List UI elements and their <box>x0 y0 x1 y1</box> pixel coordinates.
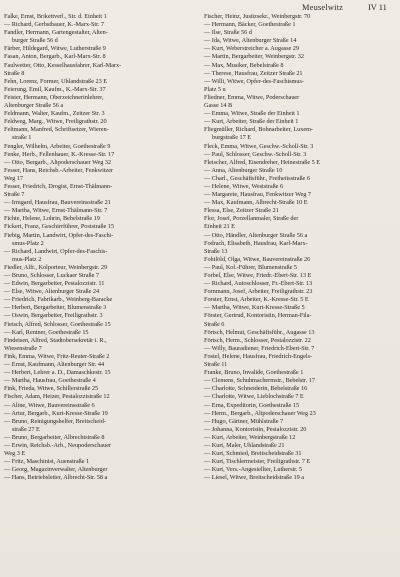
directory-entry: Fichte, Helene, Lohrin, Bebelstraße 19 <box>4 215 100 223</box>
directory-entry: Fischer, Adam, Heizer, Pestalozzistraße 12 <box>4 393 110 401</box>
directory-entry: Fiedler, Alfr., Kolporteur, Weinbergstr. 29 <box>4 263 108 271</box>
directory-entry: Fasan, Anton, Bergarb., Karl-Marx-Str. 8 <box>4 53 106 61</box>
directory-entry: — Willy, Bauradiener, Friedrich-Ebert-Str. 7 <box>204 344 315 352</box>
directory-entry: Fickert, Franz, Geschirrführer, Poststraße 15 <box>4 223 114 231</box>
directory-entry: — Ernst, Kaufmann, Altenburger Str. 44 <box>4 361 105 369</box>
directory-entry: Flor, Josef, Porzellanmaler, Straße der <box>204 215 299 223</box>
directory-entry: — Charlotte, Witwe, Lieblochstraße 7 E <box>204 393 304 401</box>
directory-entry: — Martha, Witwe, Kurt-Kresse-Straße 5 <box>204 304 305 312</box>
page-title: Meuselwitz <box>302 3 344 12</box>
directory-entry: — Therese, Hausfrau, Zeitzer Straße 21 <box>204 69 303 77</box>
directory-entry: Feldweg, Marg., Witwe, Freiligrathstr. 20 <box>4 118 107 126</box>
directory-entry: — Charlotte, Schneiderin, Bebelstraße 16 <box>204 385 308 393</box>
directory-entry: — Kurt, Weberstreicher a. Augasse 29 <box>204 45 299 53</box>
directory-entry: Straße 6 <box>204 320 225 328</box>
directory-entry: Fostel, Helene, Hausfrau, Friedrich-Engels- <box>204 352 313 360</box>
directory-entry: — Bruno, Bergarbeiter, Albrechtstraße 8 <box>4 433 105 441</box>
directory-entry: — Herm., Bergarb., Altpoderschauer Weg 23 <box>204 409 316 417</box>
directory-entry: — Max, Musiker, Bebelstraße 8 <box>204 61 284 69</box>
page-number: IV 11 <box>368 3 387 12</box>
directory-entry: — Clemens, Schuhmachermstr., Bebelstr. 17 <box>204 377 315 385</box>
directory-entry: Feierung, Emil, Kaufm., K.-Marx-Str. 37 <box>4 85 106 93</box>
directory-entry: Fietsch, Alfred, Schlosser, Goethestraße 15 <box>4 320 111 328</box>
directory-entry: smus-Platz 2 <box>12 239 44 247</box>
directory-entry: — Charl., Geschäftsführ., Freiheitsstraße 6 <box>204 174 310 182</box>
directory-entry: Forster, Ernst, Arbeiter, K.-Kresse-Str. 5 E <box>204 296 309 304</box>
directory-entry: — Kurt, Arbeiter, Weinbergstraße 12 <box>204 433 296 441</box>
directory-entry: — Paul, Schlosser, Geschw.-Scholl-Str. 3 <box>204 150 307 158</box>
directory-entry: — Martin, Bergarbeiter, Weinbergstr. 32 <box>204 53 304 61</box>
directory-entry: — Richard, Landwirt, Opfer-des-Faschis- <box>4 247 108 255</box>
directory-entry: — Artur, Bergarb., Kurt-Kresse-Straße 19 <box>4 409 108 417</box>
directory-entry: — Kurt, Tischlermeister, Freiligrathstr. 7 E <box>204 458 311 466</box>
directory-entry: — Edwin, Bergarbeiter, Pestalozzistr. 11 <box>4 280 105 288</box>
directory-entry: burgstraße 17 E <box>212 134 252 142</box>
directory-entry: — Kurt, Maler, Uhlandstraße 21 <box>204 441 285 449</box>
directory-entry: Flessa, Else, Zeitzer Straße 21 <box>204 207 279 215</box>
directory-entry: Förster, Gertrud, Kontoristin, Herman-Fila- <box>204 312 312 320</box>
directory-entry: burger Straße 56 d <box>12 37 58 45</box>
directory-entry: Fodrach, Elisabeth, Hausfrau, Karl-Marx- <box>204 239 308 247</box>
directory-entry: Feltmann, Manfred, Schriftsetzer, Wieren- <box>4 126 109 134</box>
directory-entry: Faulwetter, Otto, Kesselhausfahrer, Karl-Marx- <box>4 61 122 69</box>
directory-entry: — Otto, Händler, Altenburger Straße 56 a <box>204 231 308 239</box>
directory-entry: — Kurt, Vers.-Angestellter, Lutherstr. 5 <box>204 466 303 474</box>
directory-entry: Feister, Hermann, Oberzeichnerinlehrer, <box>4 93 104 101</box>
directory-entry: — Oswin, Bergarbeiter, Freiligrathstr. 3 <box>4 312 103 320</box>
directory-entry: Straße 13 <box>204 247 228 255</box>
directory-entry: — Else, Witwe, Altenburger Straße 24 <box>4 288 100 296</box>
directory-entry: Fink, Frieda, Witwe, Schillerstraße 25 <box>4 385 99 393</box>
directory-entry: Fischer, Heinz, Justizsekr., Weinbergstr. 70 <box>204 13 311 20</box>
directory-entry: Fenke, Herb., Fellenhauer, K.-Kresse-Str. 17 <box>4 150 115 158</box>
directory-entry: Fliedner, Emma, Witwe, Poderschauer <box>204 93 300 101</box>
directory-entry: — Hans, Betriebsleiter, Albrecht-Str. 58 a <box>4 474 108 482</box>
directory-entry: — Liesel, Witwe, Breitscheidstraße 19 a <box>204 474 304 482</box>
directory-entry: — Ida, Witwe, Altenburger Straße 14 <box>204 37 297 45</box>
directory-entry: Einheit 21 E <box>204 223 235 231</box>
directory-entry: straße 1 <box>12 134 32 142</box>
directory-entry: — Willi, Witwe, Opfer-des-Faschismus- <box>204 77 304 85</box>
directory-entry: — Erwin, Reichsb.-Arb., Neupoderschauer <box>4 441 111 449</box>
directory-entry: — Martha, Witwe, Ernst-Thälmann-Str. 7 <box>4 207 108 215</box>
directory-entry: Gasse 14 B <box>204 102 233 110</box>
directory-entry: — Johanna, Kontoristin, Pestalozzistr. 20 <box>204 425 307 433</box>
directory-entry: Straße 8 <box>4 69 25 77</box>
directory-entry: Fliegmüller, Richard, Bohnarbeiter, Luxem- <box>204 126 313 134</box>
directory-entry: Färber, Hildegard, Witwe, Lutherstraße 9 <box>4 45 106 53</box>
directory-entry: Straße 7 <box>4 191 25 199</box>
directory-entry: — Kurt, Arbeiter, Straße der Einheit 1 <box>204 118 299 126</box>
directory-entry: Fleischer, Alfred, Eisendreher, Heinestraße 5 E <box>204 158 321 166</box>
directory-entry: — Margarete, Hausfrau, Fenkwitzer Weg 7 <box>204 191 311 199</box>
directory-entry: — Bruno, Reinigungshelfer, Breitscheid- <box>4 417 106 425</box>
directory-entry: — Hermann, Bäcker, Goethestraße 1 <box>204 21 296 29</box>
directory-entry: — Richard, Gerbstbauer, K.-Marx-Str. 7 <box>4 21 104 29</box>
left-column <box>4 13 198 575</box>
directory-entry: — Friedrich, Fabrikarb., Weinberg-Baracke <box>4 296 113 304</box>
directory-entry: — Fritz, Maschinist, Auenstraße 1 <box>4 458 90 466</box>
directory-entry: — Erna, Expeditorin, Goethestraße 15 <box>204 401 300 409</box>
directory-entry: Straße 11 <box>204 361 228 369</box>
directory-entry: Fornmann, Josef, Arbeiter, Freiligrathstr. 23 <box>204 288 313 296</box>
directory-entry: Weg 3 E <box>4 450 26 458</box>
directory-entry: — Herbert, Lehrer a. D., Damaschkestr. 15 <box>4 369 111 377</box>
directory-entry: — Bruno, Schlosser, Luckaer Straße 7 <box>4 272 100 279</box>
directory-entry: Förtsch, Helmut, Geschäftsführ., Augasse 13 <box>204 328 315 336</box>
directory-entry: Forbel, Else, Witwe, Friedr.-Ebert-Str. 13 E <box>204 272 312 279</box>
directory-entry: — Aline, Witwe, Bauvereinsstraße 6 <box>4 401 95 409</box>
directory-entry: — Hugo, Gärtner, Mühlstraße 7 <box>204 417 284 425</box>
directory-entry: Wiesenstraße 7 <box>4 344 42 352</box>
directory-entry: Weg 17 <box>4 174 23 182</box>
directory-entry: — Georg, Magazinverwalter, Altenburger <box>4 466 108 474</box>
directory-entry: Fengler, Wilhelm, Arbeiter, Goethestraße 9 <box>4 142 111 150</box>
directory-entry: Platz 5 u <box>204 85 226 93</box>
directory-entry: — Martha, Hausfrau, Goethestraße 4 <box>4 377 96 385</box>
directory-entry: Franke, Bruno, Invalide, Goethestraße 1 <box>204 369 304 377</box>
directory-entry: mus-Platz 2 <box>12 255 42 263</box>
directory-entry: — Irmgard, Hausfrau, Bauvereinsstraße 21 <box>4 199 111 207</box>
directory-entry: Fandler, Hermann, Gartengestalter, Alten- <box>4 29 108 37</box>
directory-entry: — Kurt, Schmied, Breitscheidstraße 31 <box>204 450 302 458</box>
directory-entry: straße 27 E <box>12 425 40 433</box>
directory-entry: — Karl, Rentner, Goethestraße 15 <box>4 328 89 336</box>
directory-entry: — Otto, Bergarb., Altpoderschauer Weg 32 <box>4 158 112 166</box>
directory-entry: — Ilse, Straße 56 d <box>204 29 252 37</box>
directory-entry: — Herbert, Bergarbeiter, Blumenstraße 3 <box>4 304 107 312</box>
directory-entry: — Max, Kaufmann, Albrecht-Straße 10 E <box>204 199 308 207</box>
directory-entry: Fehn, Lorenz, Former, Uhlandstraße 23 E <box>4 77 108 85</box>
directory-entry: Fesser, Hans, Reichsb.-Arbeiter, Fenkwitzer <box>4 166 114 174</box>
right-column <box>204 13 398 575</box>
directory-entry: Fesser, Friedrich, Drogist, Ernst-Thälmann- <box>4 182 113 190</box>
directory-entry: Findeisen, Alfred, Stadtobersekretär i. R., <box>4 336 107 344</box>
directory-entry: Fohtlöld, Olga, Witwe, Bauvereinstraße 26 <box>204 255 311 263</box>
directory-entry: Altenburger Straße 56 a <box>4 102 64 110</box>
directory-entry: Fleck, Emma, Witwe, Geschw.-Scholl-Str. 3 <box>204 142 314 150</box>
directory-entry: Fiebig, Martin, Landwirt, Opfer-des-Faschi- <box>4 231 114 239</box>
directory-entry: — Richard, Autoschlosser, Fr.-Ebert-Str. 13 <box>204 280 313 288</box>
directory-entry: Fink, Emma, Witwe, Fritz-Reuter-Straße 2 <box>4 352 110 360</box>
directory-entry: Förtsch, Herm., Schlosser, Pestalozzistr. 22 <box>204 336 311 344</box>
directory-entry: — Anna, Altenburger Straße 10 <box>204 166 283 174</box>
directory-entry: — Emma, Witwe, Straße der Einheit 1 <box>204 110 300 118</box>
directory-entry: Feldmann, Walter, Kaufm., Zeitzer Str. 3 <box>4 110 105 118</box>
directory-entry: Falke, Ernst, Brikettverl., Str. d. Einheit 1 <box>4 13 107 20</box>
directory-entry: — Paul, Kol.-Führer, Blumenstraße 5 <box>204 263 297 271</box>
directory-entry: — Helene, Witwe, Weststraße 6 <box>204 182 284 190</box>
